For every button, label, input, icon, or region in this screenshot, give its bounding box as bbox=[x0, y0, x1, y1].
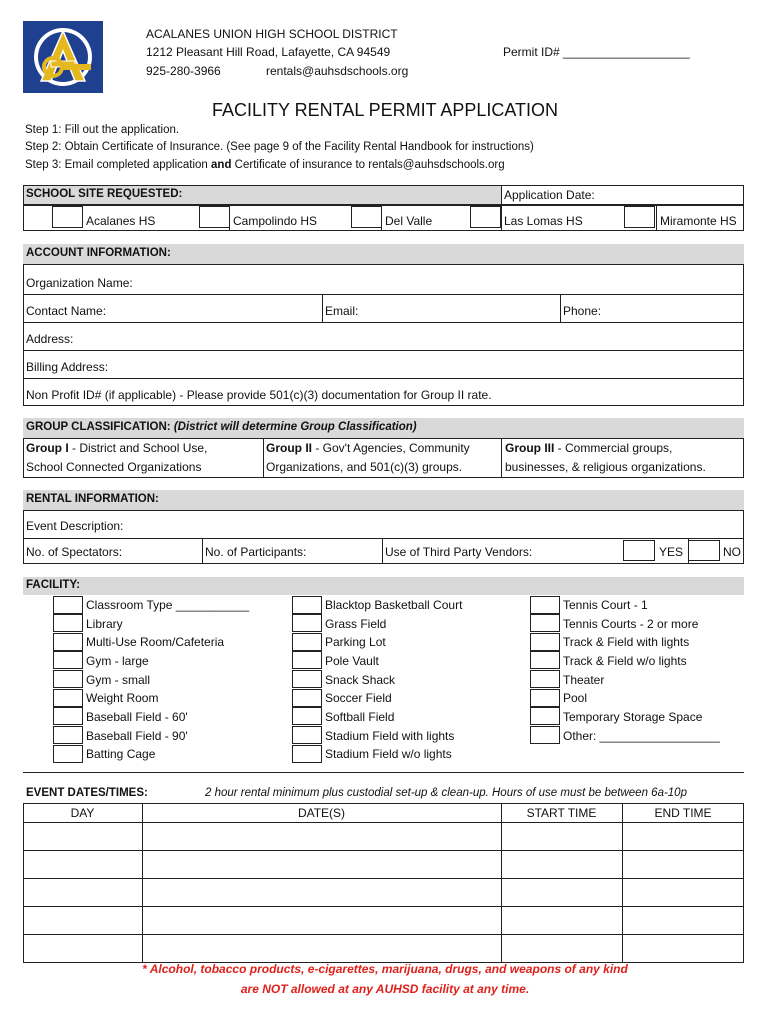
stadium-lights-label: Stadium Field with lights bbox=[325, 729, 455, 743]
tennis-court-1-label: Tennis Court - 1 bbox=[563, 598, 648, 612]
pole-vault-label: Pole Vault bbox=[325, 654, 379, 668]
miramonte-label: Miramonte HS bbox=[660, 214, 737, 228]
soccer-field-label: Soccer Field bbox=[325, 691, 392, 705]
library-label: Library bbox=[86, 617, 123, 631]
other-facility-checkbox[interactable] bbox=[530, 726, 560, 744]
event-col-line bbox=[501, 803, 502, 963]
track-lights-label: Track & Field with lights bbox=[563, 635, 690, 649]
stadium-no-lights-checkbox[interactable] bbox=[292, 745, 322, 763]
group-1-line1 bbox=[26, 442, 207, 454]
step-3-and: and bbox=[211, 159, 232, 171]
grass-field-label: Grass Field bbox=[325, 617, 387, 631]
group-3-desc: - Commercial groups, bbox=[554, 441, 673, 455]
event-description-field[interactable]: Event Description: bbox=[26, 519, 124, 533]
event-row-line bbox=[23, 934, 744, 935]
column-end-time: END TIME bbox=[654, 806, 712, 820]
snack-shack-checkbox[interactable] bbox=[292, 670, 322, 688]
pool-checkbox[interactable] bbox=[530, 689, 560, 707]
parking-lot-label: Parking Lot bbox=[325, 635, 386, 649]
campolindo-checkbox[interactable] bbox=[199, 206, 230, 228]
softball-field-label: Softball Field bbox=[325, 710, 395, 724]
column-start-time: START TIME bbox=[526, 806, 597, 820]
vendors-yes-label: YES bbox=[659, 545, 684, 559]
permit-id-field[interactable]: Permit ID# ___________________ bbox=[503, 45, 690, 59]
email-field[interactable]: Email: bbox=[325, 304, 359, 318]
rental-col-line bbox=[202, 538, 203, 564]
gym-small-label: Gym - small bbox=[86, 673, 150, 687]
gym-small-checkbox[interactable] bbox=[53, 670, 83, 688]
facility-header-bar bbox=[23, 577, 744, 595]
district-name: ACALANES UNION HIGH SCHOOL DISTRICT bbox=[146, 27, 398, 41]
baseball-90-label: Baseball Field - 90' bbox=[86, 729, 188, 743]
account-heading: ACCOUNT INFORMATION: bbox=[26, 247, 171, 259]
column-day: DAY bbox=[70, 806, 95, 820]
group-3-line2: businesses, & religious organizations. bbox=[505, 460, 706, 474]
account-col-line bbox=[560, 294, 561, 322]
theater-checkbox[interactable] bbox=[530, 670, 560, 688]
campolindo-label: Campolindo HS bbox=[233, 214, 318, 228]
blacktop-court-label: Blacktop Basketball Court bbox=[325, 598, 463, 612]
batting-cage-checkbox[interactable] bbox=[53, 745, 83, 763]
step-3-text-a: Step 3: Email completed application bbox=[25, 159, 212, 171]
district-phone: 925-280-3966 bbox=[146, 64, 221, 78]
site-divider bbox=[501, 205, 502, 231]
group-1-line2: School Connected Organizations bbox=[26, 460, 202, 474]
address-field[interactable]: Address: bbox=[26, 332, 74, 346]
step-2: Step 2: Obtain Certificate of Insurance. (See page 9 of the Facility Rental Handbook for instructions) bbox=[25, 141, 534, 153]
participants-field[interactable]: No. of Participants: bbox=[205, 545, 307, 559]
group-2-line2: Organizations, and 501(c)(3) groups. bbox=[266, 460, 463, 474]
multi-use-room-checkbox[interactable] bbox=[53, 633, 83, 651]
event-dates-note: 2 hour rental minimum plus custodial set-up & clean-up. Hours of use must be between 6a-10p bbox=[205, 787, 687, 799]
account-row-line bbox=[23, 350, 744, 351]
grass-field-checkbox[interactable] bbox=[292, 614, 322, 632]
step-3-text-c: Certificate of insurance to rentals@auhsdschools.org bbox=[231, 159, 505, 171]
gym-large-label: Gym - large bbox=[86, 654, 149, 668]
baseball-60-checkbox[interactable] bbox=[53, 707, 83, 725]
group-3-name: Group III bbox=[505, 441, 555, 455]
softball-field-checkbox[interactable] bbox=[292, 707, 322, 725]
library-checkbox[interactable] bbox=[53, 614, 83, 632]
classroom-label: Classroom Type ___________ bbox=[86, 598, 250, 612]
rental-col-line bbox=[382, 538, 383, 564]
stadium-no-lights-label: Stadium Field w/o lights bbox=[325, 747, 452, 761]
group-1-desc: - District and School Use, bbox=[68, 441, 208, 455]
account-col-line bbox=[322, 294, 323, 322]
group-2-name: Group II bbox=[266, 441, 312, 455]
classroom-checkbox[interactable] bbox=[53, 596, 83, 614]
group-1-name: Group I bbox=[26, 441, 69, 455]
event-dates-heading: EVENT DATES/TIMES: bbox=[26, 787, 148, 799]
weight-room-label: Weight Room bbox=[86, 691, 159, 705]
account-row-line bbox=[23, 294, 744, 295]
group-col-line bbox=[263, 438, 264, 478]
warning-line-1: * Alcohol, tobacco products, e-cigarettes, marijuana, drugs, and weapons of any kind bbox=[142, 962, 628, 976]
vendors-yes-checkbox[interactable] bbox=[623, 540, 655, 561]
soccer-field-checkbox[interactable] bbox=[292, 689, 322, 707]
other-facility-label: Other: __________________ bbox=[563, 729, 720, 743]
phone-field[interactable]: Phone: bbox=[563, 304, 602, 318]
storage-space-label: Temporary Storage Space bbox=[563, 710, 703, 724]
theater-label: Theater bbox=[563, 673, 605, 687]
las-lomas-label: Las Lomas HS bbox=[504, 214, 583, 228]
baseball-60-label: Baseball Field - 60' bbox=[86, 710, 188, 724]
pole-vault-checkbox[interactable] bbox=[292, 651, 322, 669]
group-col-line bbox=[501, 438, 502, 478]
vendors-no-label: NO bbox=[723, 545, 741, 559]
column-dates: DATE(S) bbox=[297, 806, 346, 820]
step-3 bbox=[25, 160, 505, 172]
site-divider bbox=[656, 205, 657, 231]
snack-shack-label: Snack Shack bbox=[325, 673, 396, 687]
org-name-field[interactable]: Organization Name: bbox=[26, 276, 133, 290]
track-no-lights-checkbox[interactable] bbox=[530, 651, 560, 669]
event-row-line bbox=[23, 822, 744, 823]
account-row-line bbox=[23, 378, 744, 379]
facility-heading: FACILITY: bbox=[26, 579, 81, 591]
gym-large-checkbox[interactable] bbox=[53, 651, 83, 669]
group-2-desc: - Gov't Agencies, Community bbox=[312, 441, 470, 455]
district-address: 1212 Pleasant Hill Road, Lafayette, CA 94549 bbox=[146, 45, 391, 59]
acalanes-checkbox[interactable] bbox=[52, 206, 83, 228]
district-logo bbox=[23, 21, 103, 93]
spectators-field[interactable]: No. of Spectators: bbox=[26, 545, 123, 559]
las-lomas-checkbox[interactable] bbox=[470, 206, 501, 228]
contact-name-field[interactable]: Contact Name: bbox=[26, 304, 107, 318]
event-row-line bbox=[23, 906, 744, 907]
tennis-court-1-checkbox[interactable] bbox=[530, 596, 560, 614]
warning-line-2: are NOT allowed at any AUHSD facility at any time. bbox=[240, 982, 530, 996]
rental-heading: RENTAL INFORMATION: bbox=[26, 493, 159, 505]
tennis-courts-2-checkbox[interactable] bbox=[530, 614, 560, 632]
del-valle-checkbox[interactable] bbox=[351, 206, 382, 228]
facility-bottom-line bbox=[23, 772, 744, 773]
tennis-courts-2-label: Tennis Courts - 2 or more bbox=[563, 617, 699, 631]
group-heading bbox=[26, 422, 417, 434]
event-col-line bbox=[622, 803, 623, 963]
school-site-heading: SCHOOL SITE REQUESTED: bbox=[26, 188, 183, 200]
step-1: Step 1: Fill out the application. bbox=[25, 124, 180, 136]
district-email: rentals@auhsdschools.org bbox=[266, 64, 409, 78]
rental-row-line bbox=[23, 538, 744, 539]
vendors-label: Use of Third Party Vendors: bbox=[385, 545, 533, 559]
billing-address-field[interactable]: Billing Address: bbox=[26, 360, 109, 374]
blacktop-court-checkbox[interactable] bbox=[292, 596, 322, 614]
batting-cage-label: Batting Cage bbox=[86, 747, 156, 761]
track-lights-checkbox[interactable] bbox=[530, 633, 560, 651]
application-date-label: Application Date: bbox=[504, 188, 595, 202]
group-heading-main: GROUP CLASSIFICATION: bbox=[26, 421, 174, 433]
group-2-line1 bbox=[266, 442, 470, 454]
vendors-no-checkbox[interactable] bbox=[688, 540, 720, 561]
weight-room-checkbox[interactable] bbox=[53, 689, 83, 707]
parking-lot-checkbox[interactable] bbox=[292, 633, 322, 651]
multi-use-room-label: Multi-Use Room/Cafeteria bbox=[86, 635, 225, 649]
stadium-lights-checkbox[interactable] bbox=[292, 726, 322, 744]
group-heading-note: (District will determine Group Classification) bbox=[173, 421, 417, 433]
miramonte-checkbox[interactable] bbox=[624, 206, 655, 228]
storage-space-checkbox[interactable] bbox=[530, 707, 560, 725]
account-row-line bbox=[23, 322, 744, 323]
nonprofit-id-field[interactable]: Non Profit ID# (if applicable) - Please provide 501(c)(3) documentation for Group II rate. bbox=[26, 388, 492, 402]
event-row-line bbox=[23, 850, 744, 851]
event-col-line bbox=[142, 803, 143, 963]
baseball-90-checkbox[interactable] bbox=[53, 726, 83, 744]
pool-label: Pool bbox=[563, 691, 588, 705]
event-row-line bbox=[23, 878, 744, 879]
acalanes-label: Acalanes HS bbox=[86, 214, 156, 228]
event-dates-table bbox=[23, 803, 744, 963]
track-no-lights-label: Track & Field w/o lights bbox=[563, 654, 687, 668]
group-3-line1 bbox=[505, 442, 672, 454]
del-valle-label: Del Valle bbox=[385, 214, 433, 228]
page-title: FACILITY RENTAL PERMIT APPLICATION bbox=[211, 100, 559, 120]
